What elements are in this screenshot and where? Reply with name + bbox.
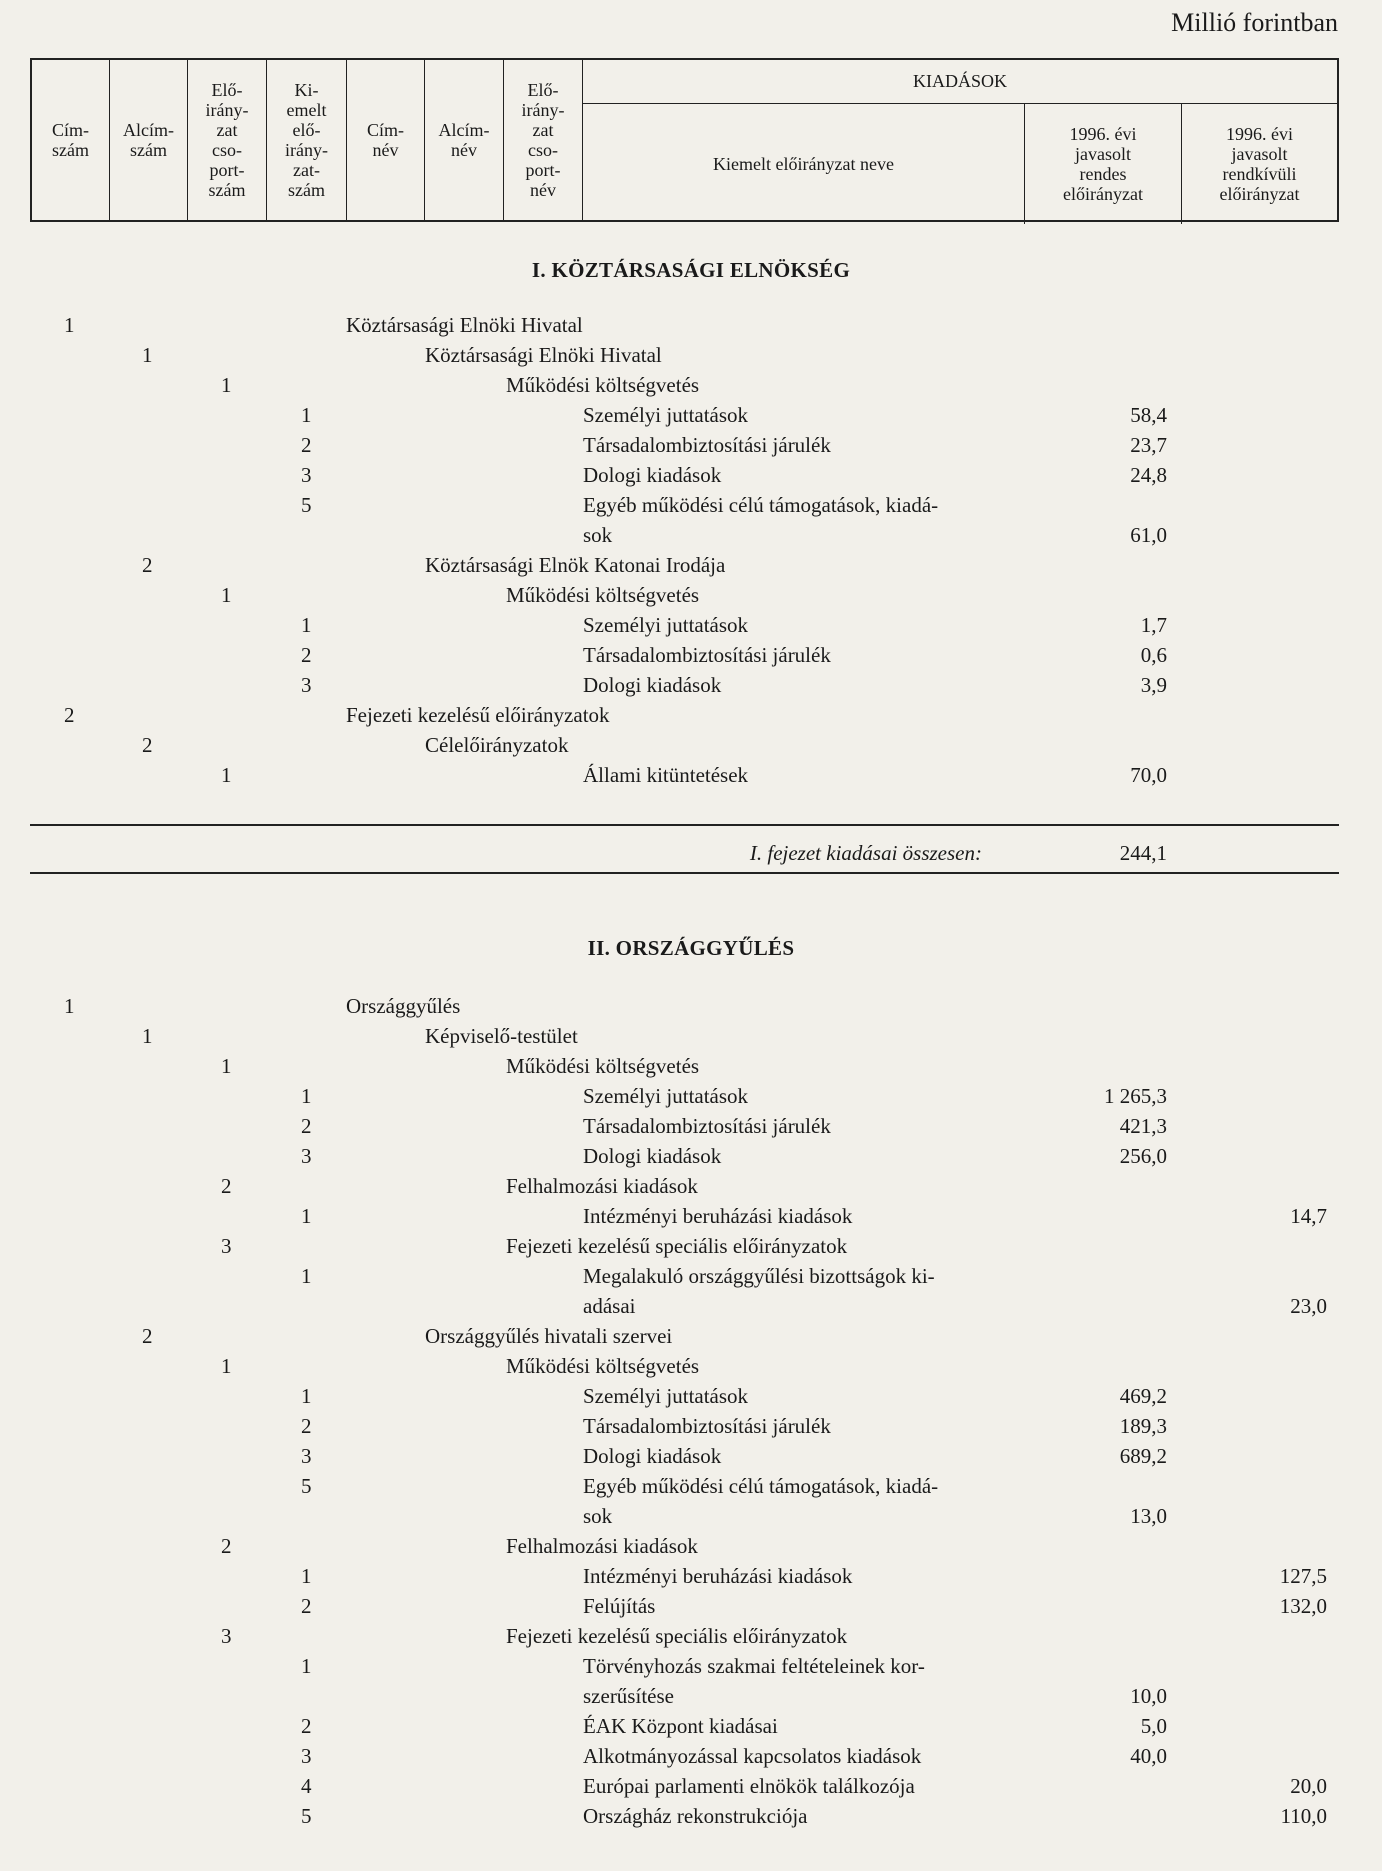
kiemelt-szam: 5	[301, 493, 312, 517]
kiemelt-nev: Intézményi beruházási kiadások	[583, 1564, 853, 1588]
csoport-szam: 3	[221, 1624, 232, 1648]
header-eloiranyzat-csoport-nev: Elő- irány- zat cso- port- név	[504, 60, 583, 220]
total-label: I. fejezet kiadásai összesen:	[749, 841, 982, 865]
alcim-szam: 1	[142, 1024, 153, 1048]
kiemelt-szam: 5	[301, 1474, 312, 1498]
rendkivuli-amount: 127,5	[1279, 1564, 1327, 1588]
kiemelt-szam: 2	[301, 1594, 312, 1618]
kiemelt-nev: Egyéb működési célú támogatások, kiadá- sok	[583, 493, 939, 547]
cim-szam: 2	[64, 703, 75, 727]
table-row	[0, 1741, 1382, 1771]
rendes-amount: 58,4	[1130, 403, 1167, 427]
table-row	[0, 1771, 1382, 1801]
kiemelt-szam: 1	[301, 1564, 312, 1588]
kiemelt-nev: Dologi kiadások	[583, 673, 722, 697]
alcim-nev: Célelőirányzatok	[425, 733, 569, 757]
table-row	[0, 1081, 1382, 1111]
kiemelt-nev: Társadalombiztosítási járulék	[583, 1414, 831, 1438]
csoport-szam: 3	[221, 1234, 232, 1258]
kiemelt-nev: Társadalombiztosítási járulék	[583, 433, 831, 457]
table-row	[0, 460, 1382, 490]
kiemelt-nev: Egyéb működési célú támogatások, kiadá- sok	[583, 1474, 939, 1528]
table-row	[0, 1051, 1382, 1081]
rendes-amount: 0,6	[1140, 643, 1167, 667]
rendkivuli-amount: 132,0	[1279, 1594, 1327, 1618]
kiemelt-szam: 1	[301, 1204, 312, 1228]
header-alcim-szam: Alcím- szám	[110, 60, 188, 220]
cim-nev: Köztársasági Elnöki Hivatal	[346, 313, 583, 337]
kiemelt-szam: 2	[301, 1414, 312, 1438]
csoport-szam: 2	[221, 1534, 232, 1558]
table-row	[0, 700, 1382, 730]
alcim-nev: Képviselő-testület	[425, 1024, 578, 1048]
header-alcim-nev: Alcím- név	[425, 60, 504, 220]
kiemelt-szam: 4	[301, 1774, 312, 1798]
kiemelt-nev: Személyi juttatások	[583, 613, 749, 637]
table-row	[0, 1321, 1382, 1351]
csoport-nev: Fejezeti kezelésű speciális előirányzatok	[506, 1234, 848, 1258]
kiemelt-nev: Társadalombiztosítási járulék	[583, 1114, 831, 1138]
kiemelt-nev: Személyi juttatások	[583, 1384, 749, 1408]
kiemelt-szam: 1	[301, 1084, 312, 1108]
header-cim-nev: Cím- név	[347, 60, 425, 220]
kiemelt-szam: 3	[301, 1744, 312, 1768]
cim-szam: 1	[64, 313, 75, 337]
kiemelt-szam: 2	[301, 643, 312, 667]
kiemelt-szam: 1	[301, 403, 312, 427]
table-row	[0, 1591, 1382, 1621]
table-row	[0, 991, 1382, 1021]
table-row	[0, 1381, 1382, 1411]
csoport-szam: 2	[221, 1174, 232, 1198]
table-row	[0, 1441, 1382, 1471]
kiemelt-nev: Dologi kiadások	[583, 1144, 722, 1168]
table-row	[0, 760, 1382, 790]
kiemelt-szam: 2	[301, 1114, 312, 1138]
header-kiemelt-eloiranyzat-szam: Ki- emelt elő- irány- zat- szám	[267, 60, 347, 220]
kiemelt-nev: Dologi kiadások	[583, 463, 722, 487]
table-row	[0, 1651, 1382, 1711]
kiemelt-szam: 1	[301, 1264, 312, 1288]
kiemelt-nev: Társadalombiztosítási járulék	[583, 643, 831, 667]
kiemelt-szam: 1	[301, 613, 312, 637]
rendes-amount: 1 265,3	[1104, 1084, 1167, 1108]
rendkivuli-amount: 110,0	[1280, 1804, 1327, 1828]
alcim-szam: 1	[142, 343, 153, 367]
kiemelt-szam: 1	[301, 1384, 312, 1408]
csoport-szam: 1	[221, 583, 232, 607]
csoport-nev: Felhalmozási kiadások	[506, 1534, 698, 1558]
kiemelt-szam: 5	[301, 1804, 312, 1828]
csoport-nev: Működési költségvetés	[506, 1354, 700, 1378]
kiemelt-nev: Személyi juttatások	[583, 1084, 749, 1108]
rendes-amount: 189,3	[1119, 1414, 1167, 1438]
rendes-amount: 40,0	[1130, 1744, 1167, 1768]
table-row	[0, 670, 1382, 700]
table-row	[0, 1471, 1382, 1531]
total-amount: 244,1	[1119, 841, 1167, 865]
table-row	[0, 340, 1382, 370]
table-row	[0, 1531, 1382, 1561]
header-rendkivuli-eloiranyzat: 1996. évi javasolt rendkívüli előirányzat	[1219, 124, 1300, 204]
kiemelt-nev: ÉAK Központ kiadásai	[583, 1714, 778, 1738]
header-kiemelt-eloiranyzat-neve: Kiemelt előirányzat neve	[583, 104, 1025, 224]
table-row	[0, 550, 1382, 580]
rendes-amount: 23,7	[1130, 433, 1167, 457]
kiemelt-szam: 3	[301, 1144, 312, 1168]
table-row	[0, 1351, 1382, 1381]
alcim-nev: Köztársasági Elnök Katonai Irodája	[425, 553, 726, 577]
table-row	[0, 490, 1382, 550]
table-row	[0, 1201, 1382, 1231]
kiemelt-szam: 2	[301, 433, 312, 457]
rendes-amount: 13,0	[1130, 1504, 1167, 1528]
kiemelt-nev: Dologi kiadások	[583, 1444, 722, 1468]
header-rendes-eloiranyzat: 1996. évi javasolt rendes előirányzat	[1025, 104, 1182, 224]
rendkivuli-amount: 23,0	[1290, 1294, 1327, 1318]
rendes-amount: 1,7	[1140, 613, 1167, 637]
rendes-amount: 689,2	[1119, 1444, 1167, 1468]
kiemelt-nev: Felújítás	[583, 1594, 656, 1618]
csoport-szam: 1	[221, 373, 232, 397]
table-row	[0, 400, 1382, 430]
table-row	[0, 370, 1382, 400]
section-title-orszaggyules: II. ORSZÁGGYŰLÉS	[587, 936, 795, 960]
rendes-amount: 24,8	[1130, 463, 1167, 487]
rendkivuli-amount: 14,7	[1290, 1204, 1327, 1228]
table-row	[0, 430, 1382, 460]
csoport-nev: Működési költségvetés	[506, 1054, 700, 1078]
kiemelt-nev: Alkotmányozással kapcsolatos kiadások	[583, 1744, 922, 1768]
unit-label: Millió forintban	[1171, 8, 1338, 37]
rendes-amount: 256,0	[1119, 1144, 1167, 1168]
kiemelt-nev: Intézményi beruházási kiadások	[583, 1204, 853, 1228]
table-row	[0, 1261, 1382, 1321]
cim-nev: Fejezeti kezelésű előirányzatok	[346, 703, 610, 727]
header-cim-szam: Cím- szám	[32, 60, 110, 220]
kiemelt-nev: Európai parlamenti elnökök találkozója	[583, 1774, 915, 1798]
kiemelt-szam: 3	[301, 1444, 312, 1468]
table-row	[0, 1621, 1382, 1651]
kiemelt-nev: Állami kitüntetések	[583, 763, 749, 787]
table-row	[0, 1231, 1382, 1261]
table-row	[0, 640, 1382, 670]
kiemelt-nev: Törvényhozás szakmai feltételeinek kor- szerűsítése	[583, 1654, 925, 1708]
rendes-amount: 421,3	[1119, 1114, 1167, 1138]
kiemelt-szam: 2	[301, 1714, 312, 1738]
rendes-amount: 5,0	[1140, 1714, 1167, 1738]
table-row	[0, 730, 1382, 760]
kiemelt-szam: 3	[301, 463, 312, 487]
table-row	[0, 1561, 1382, 1591]
cim-szam: 1	[64, 994, 75, 1018]
table-row	[0, 1021, 1382, 1051]
table-row	[0, 610, 1382, 640]
table-row	[0, 580, 1382, 610]
csoport-nev: Fejezeti kezelésű speciális előirányzatok	[506, 1624, 848, 1648]
total-row	[0, 838, 1382, 868]
rendes-amount: 61,0	[1130, 523, 1167, 547]
table-row	[0, 1171, 1382, 1201]
alcim-szam: 2	[142, 1324, 153, 1348]
kiemelt-nev: Megalakuló országgyűlési bizottságok ki- adásai	[583, 1264, 935, 1318]
column-header-table	[30, 58, 1339, 222]
csoport-nev: Felhalmozási kiadások	[506, 1174, 698, 1198]
alcim-szam: 2	[142, 553, 153, 577]
alcim-nev: Köztársasági Elnöki Hivatal	[425, 343, 662, 367]
rendes-amount: 469,2	[1119, 1384, 1167, 1408]
kiemelt-szam: 1	[301, 1654, 312, 1678]
csoport-szam: 1	[221, 1054, 232, 1078]
divider-line	[30, 872, 1339, 874]
table-row	[0, 1711, 1382, 1741]
table-row	[0, 310, 1382, 340]
alcim-nev: Országgyűlés hivatali szervei	[425, 1324, 673, 1348]
alcim-szam: 2	[142, 733, 153, 757]
kiemelt-nev: Személyi juttatások	[583, 403, 749, 427]
section-title-koztarsasagi-elnokseg: I. KÖZTÁRSASÁGI ELNÖKSÉG	[531, 258, 851, 282]
header-kiadasok: KIADÁSOK	[583, 60, 1337, 104]
rendkivuli-amount: 20,0	[1290, 1774, 1327, 1798]
csoport-nev: Működési költségvetés	[506, 373, 700, 397]
csoport-szam: 1	[221, 763, 232, 787]
table-row	[0, 1411, 1382, 1441]
rendes-amount: 70,0	[1130, 763, 1167, 787]
rendes-amount: 10,0	[1130, 1684, 1167, 1708]
table-row	[0, 1111, 1382, 1141]
divider-line	[30, 824, 1339, 826]
csoport-szam: 1	[221, 1354, 232, 1378]
cim-nev: Országgyűlés	[346, 994, 461, 1018]
header-eloiranyzat-csoport-szam: Elő- irány- zat cso- port- szám	[188, 60, 267, 220]
table-row	[0, 1141, 1382, 1171]
csoport-nev: Működési költségvetés	[506, 583, 700, 607]
table-row	[0, 1801, 1382, 1831]
rendes-amount: 3,9	[1140, 673, 1167, 697]
kiemelt-szam: 3	[301, 673, 312, 697]
kiemelt-nev: Országház rekonstrukciója	[583, 1804, 808, 1828]
